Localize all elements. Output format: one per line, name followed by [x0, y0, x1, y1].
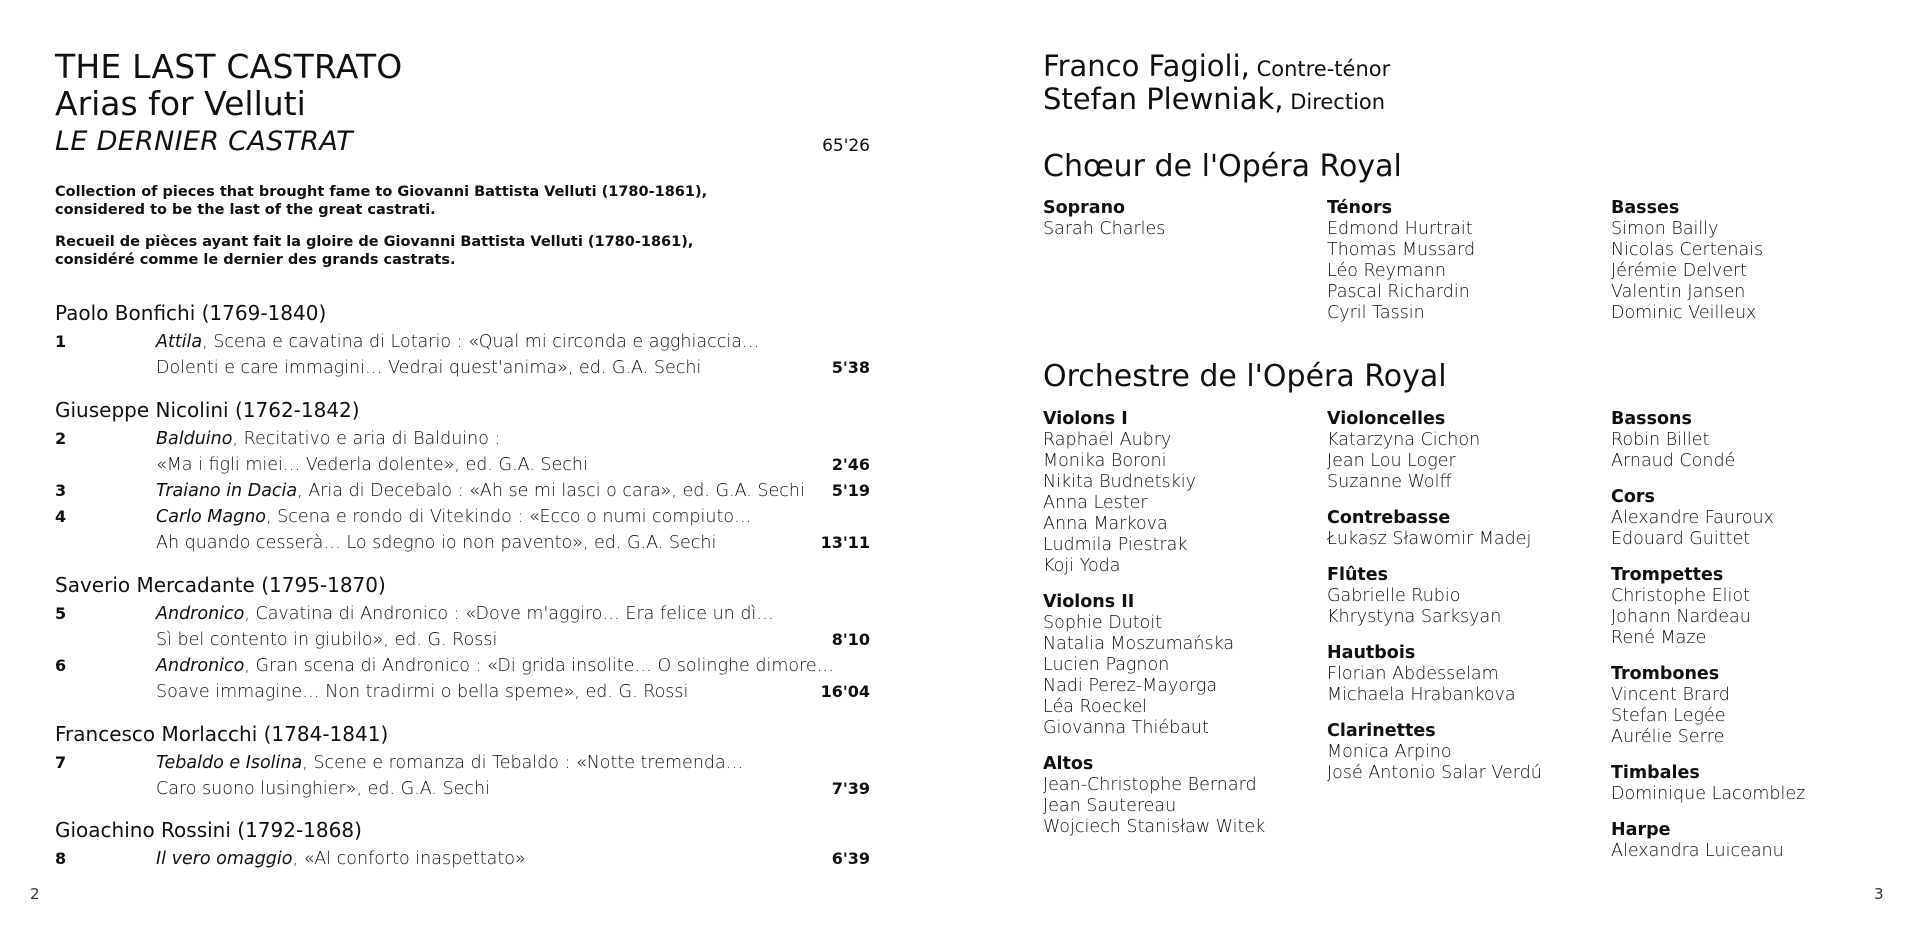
intro-line: considéré comme le dernier des grands castrats. [55, 252, 456, 268]
section-label: Soprano [1043, 198, 1126, 218]
work-title: Attila [156, 332, 203, 352]
intro-line: Recueil de pièces ayant fait la gloire de Giovanni Battista Velluti (1780-1861), [55, 234, 694, 250]
work-title: Carlo Magno [156, 507, 266, 527]
member-name: Aurélie Serre [1611, 727, 1725, 747]
work-title: Andronico [156, 656, 245, 676]
member-name: Thomas Mussard [1327, 240, 1476, 260]
track-duration: 13'11 [820, 533, 870, 552]
section-label: Bassons [1611, 409, 1692, 429]
orchestra-title: Orchestre de l'Opéra Royal [1043, 359, 1447, 394]
track-row [55, 849, 870, 875]
member-name: Edouard Guittet [1611, 529, 1751, 549]
member-name: Florian Abdesselam [1327, 664, 1499, 684]
orchestra-column [1043, 409, 1265, 838]
section-label: Trompettes [1611, 565, 1724, 585]
track-duration: 7'39 [831, 779, 870, 798]
choir-column [1327, 198, 1475, 324]
choir-column [1611, 198, 1763, 324]
composer-heading: Francesco Morlacchi (1784-1841) [55, 722, 389, 746]
choir-column [1043, 198, 1165, 240]
album-title: THE LAST CASTRATO [55, 47, 403, 86]
member-name: Ludmila Piestrak [1043, 535, 1188, 555]
member-name: Monica Arpino [1327, 742, 1452, 762]
performer-line [1043, 50, 1390, 86]
section-label: Violoncelles [1327, 409, 1446, 429]
track-line-2: Caro suono lusinghier», ed. G.A. Sechi [156, 779, 490, 799]
intro-line: considered to be the last of the great castrati. [55, 202, 436, 218]
right-page [953, 0, 1906, 929]
intro-english [55, 183, 815, 219]
member-name: Raphaël Aubry [1043, 430, 1172, 450]
member-name: Giovanna Thiébaut [1043, 718, 1209, 738]
member-name: Robin Billet [1611, 430, 1710, 450]
album-subtitle: Arias for Velluti [55, 84, 306, 123]
member-name: Lucien Pagnon [1043, 655, 1170, 675]
composer-heading: Paolo Bonfichi (1769-1840) [55, 301, 327, 325]
work-title: Il vero omaggio [156, 849, 293, 869]
member-name: Koji Yoda [1043, 556, 1121, 576]
orchestra-column [1327, 409, 1542, 784]
work-title: Andronico [156, 604, 245, 624]
track-line-1 [156, 332, 759, 352]
intro-french [55, 233, 815, 269]
composer-heading: Saverio Mercadante (1795-1870) [55, 573, 386, 597]
member-name: Valentin Jansen [1611, 282, 1746, 302]
page-number: 3 [1874, 885, 1884, 903]
member-name: Suzanne Wolff [1327, 472, 1452, 492]
track-row [55, 604, 870, 656]
track-row [55, 507, 870, 559]
member-name: Alexandre Fauroux [1611, 508, 1774, 528]
composer-heading: Gioachino Rossini (1792-1868) [55, 818, 362, 842]
work-title: Balduino [156, 429, 233, 449]
member-name: Jean Sautereau [1043, 796, 1177, 816]
member-name: Edmond Hurtrait [1327, 219, 1473, 239]
album-french-title: LE DERNIER CASTRAT [55, 126, 353, 157]
member-name: Anna Markova [1043, 514, 1168, 534]
track-line-1 [156, 753, 743, 773]
section-label: Contrebasse [1327, 508, 1451, 528]
work-title: Traiano in Dacia [156, 481, 298, 501]
member-name: Nikita Budnetskiy [1043, 472, 1196, 492]
performer-role: Direction [1283, 90, 1386, 114]
work-title: Tebaldo e Isolina [156, 753, 303, 773]
section-label: Timbales [1611, 763, 1700, 783]
track-row [55, 429, 870, 481]
member-name: Sophie Dutoit [1043, 613, 1163, 633]
track-line-2: Dolenti e care immagini… Vedrai quest'anima», ed. G.A. Sechi [156, 358, 702, 378]
member-name: Sarah Charles [1043, 219, 1166, 239]
track-row [55, 332, 870, 384]
track-duration: 5'38 [831, 358, 870, 377]
track-number: 8 [55, 849, 67, 868]
track-line-1 [156, 849, 526, 869]
page-number: 2 [30, 885, 40, 903]
track-description: , Scene e romanza di Tebaldo : «Notte tremenda… [302, 753, 744, 773]
track-line-1 [156, 481, 805, 501]
member-name: Stefan Legée [1611, 706, 1726, 726]
section-label: Violons I [1043, 409, 1128, 429]
member-name: Jean-Christophe Bernard [1043, 775, 1257, 795]
track-row [55, 656, 870, 708]
track-number: 4 [55, 507, 67, 526]
track-row [55, 481, 870, 507]
section-label: Ténors [1327, 198, 1393, 218]
member-name: Vincent Brard [1611, 685, 1730, 705]
track-description: , Gran scena di Andronico : «Di grida insolite… O solinghe dimore… [244, 656, 835, 676]
performer-name: Franco Fagioli, [1043, 49, 1250, 83]
section-label: Basses [1611, 198, 1680, 218]
track-duration: 8'10 [831, 630, 870, 649]
track-line-1 [156, 507, 752, 527]
member-name: Cyril Tassin [1327, 303, 1425, 323]
member-name: Léa Roeckel [1043, 697, 1148, 717]
track-duration: 16'04 [820, 682, 870, 701]
track-line-1 [156, 429, 500, 449]
performer-role: Contre-ténor [1249, 57, 1391, 81]
track-line-1 [156, 656, 834, 676]
member-name: René Maze [1611, 628, 1707, 648]
track-duration: 5'19 [831, 481, 870, 500]
member-name: Christophe Eliot [1611, 586, 1750, 606]
track-number: 5 [55, 604, 67, 623]
section-label: Trombones [1611, 664, 1720, 684]
member-name: Simon Bailly [1611, 219, 1719, 239]
track-line-2: Ah quando cesserà… Lo sdegno io non pavento», ed. G.A. Sechi [156, 533, 717, 553]
total-duration: 65'26 [822, 136, 870, 156]
track-description: , Cavatina di Andronico : «Dove m'aggiro… Era felice un dì… [244, 604, 774, 624]
track-duration: 2'46 [831, 455, 870, 474]
track-duration: 6'39 [831, 849, 870, 868]
member-name: Jean Lou Loger [1327, 451, 1456, 471]
member-name: Anna Lester [1043, 493, 1148, 513]
track-description: , Recitativo e aria di Balduino : [232, 429, 501, 449]
track-description: , Scena e cavatina di Lotario : «Qual mi circonda e agghiaccia… [202, 332, 760, 352]
orchestra-column [1611, 409, 1805, 862]
track-number: 1 [55, 332, 67, 351]
section-label: Violons II [1043, 592, 1135, 612]
member-name: Nadi Perez-Mayorga [1043, 676, 1218, 696]
member-name: Dominic Veilleux [1611, 303, 1757, 323]
member-name: Alexandra Luiceanu [1611, 841, 1784, 861]
member-name: Łukasz Sławomir Madej [1327, 529, 1532, 549]
section-label: Hautbois [1327, 643, 1416, 663]
section-label: Harpe [1611, 820, 1671, 840]
performer-name: Stefan Plewniak, [1043, 82, 1284, 116]
member-name: Léo Reymann [1327, 261, 1446, 281]
track-line-2: «Ma i figli miei… Vederla dolente», ed. G.A. Sechi [156, 455, 588, 475]
member-name: José Antonio Salar Verdú [1327, 763, 1542, 783]
section-label: Flûtes [1327, 565, 1389, 585]
track-line-2: Soave immagine… Non tradirmi o bella speme», ed. G. Rossi [156, 682, 689, 702]
member-name: Monika Boroni [1043, 451, 1167, 471]
member-name: Arnaud Condé [1611, 451, 1736, 471]
track-number: 6 [55, 656, 67, 675]
member-name: Khrystyna Sarksyan [1327, 607, 1502, 627]
track-number: 7 [55, 753, 67, 772]
member-name: Jérémie Delvert [1611, 261, 1748, 281]
performer-line [1043, 83, 1385, 119]
track-description: , «Al conforto inaspettato» [292, 849, 526, 869]
choir-title: Chœur de l'Opéra Royal [1043, 149, 1402, 184]
member-name: Pascal Richardin [1327, 282, 1470, 302]
member-name: Dominique Lacomblez [1611, 784, 1806, 804]
track-description: , Aria di Decebalo : «Ah se mi lasci o cara», ed. G.A. Sechi [297, 481, 805, 501]
track-description: , Scena e rondo di Vitekindo : «Ecco o numi compiuto… [266, 507, 752, 527]
track-line-2: Sì bel contento in giubilo», ed. G. Rossi [156, 630, 498, 650]
track-line-1 [156, 604, 774, 624]
member-name: Katarzyna Cichon [1327, 430, 1481, 450]
member-name: Michaela Hrabankova [1327, 685, 1516, 705]
section-label: Cors [1611, 487, 1655, 507]
member-name: Gabrielle Rubio [1327, 586, 1461, 606]
section-label: Clarinettes [1327, 721, 1436, 741]
track-number: 3 [55, 481, 67, 500]
section-label: Altos [1043, 754, 1094, 774]
track-number: 2 [55, 429, 67, 448]
member-name: Johann Nardeau [1611, 607, 1751, 627]
member-name: Nicolas Certenais [1611, 240, 1764, 260]
track-row [55, 753, 870, 805]
member-name: Wojciech Stanisław Witek [1043, 817, 1266, 837]
composer-heading: Giuseppe Nicolini (1762-1842) [55, 398, 360, 422]
member-name: Natalia Moszumańska [1043, 634, 1235, 654]
intro-line: Collection of pieces that brought fame to Giovanni Battista Velluti (1780-1861), [55, 184, 708, 200]
